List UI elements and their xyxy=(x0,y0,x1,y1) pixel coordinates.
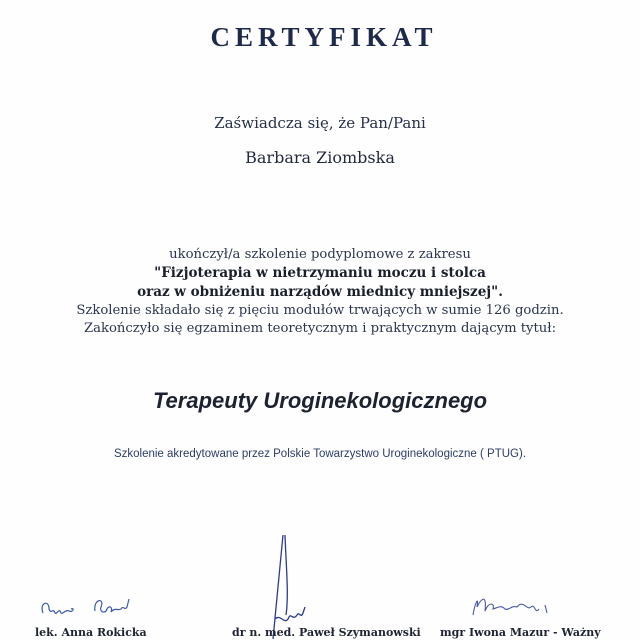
recipient-name: Barbara Ziombska xyxy=(245,148,395,167)
accreditation-text: Szkolenie akredytowane przez Polskie Towarzystwo Uroginekologiczne ( PTUG). xyxy=(113,448,527,460)
completion-text: ukończył/a szkolenie podyplomowe z zakresu xyxy=(169,247,471,262)
certificate-title: CERTYFIKAT xyxy=(210,22,438,52)
degree-title: Terapeuty Uroginekologicznego xyxy=(152,388,488,413)
course-title-line-2: oraz w obniżeniu narządów miednicy mniejszej". xyxy=(137,284,503,300)
signature-3 xyxy=(465,585,605,625)
certificate-body xyxy=(0,246,640,338)
signatory-3-name: mgr Iwona Mazur - Ważny xyxy=(440,626,601,639)
modules-text: Szkolenie składało się z pięciu modułów trwających w sumie 126 godzin. xyxy=(76,303,564,318)
intro-text: Zaświadcza się, że Pan/Pani xyxy=(214,114,426,132)
exam-text: Zakończyło się egzaminem teoretycznym i praktycznym dającym tytuł: xyxy=(83,321,557,336)
course-title-line-1: "Fizjoterapia w nietrzymaniu moczu i stolca xyxy=(154,265,486,281)
signatory-1-name: lek. Anna Rokicka xyxy=(35,626,147,639)
signature-2 xyxy=(255,535,335,640)
signature-1 xyxy=(35,585,175,625)
signatory-2-name: dr n. med. Paweł Szymanowski xyxy=(232,626,421,639)
